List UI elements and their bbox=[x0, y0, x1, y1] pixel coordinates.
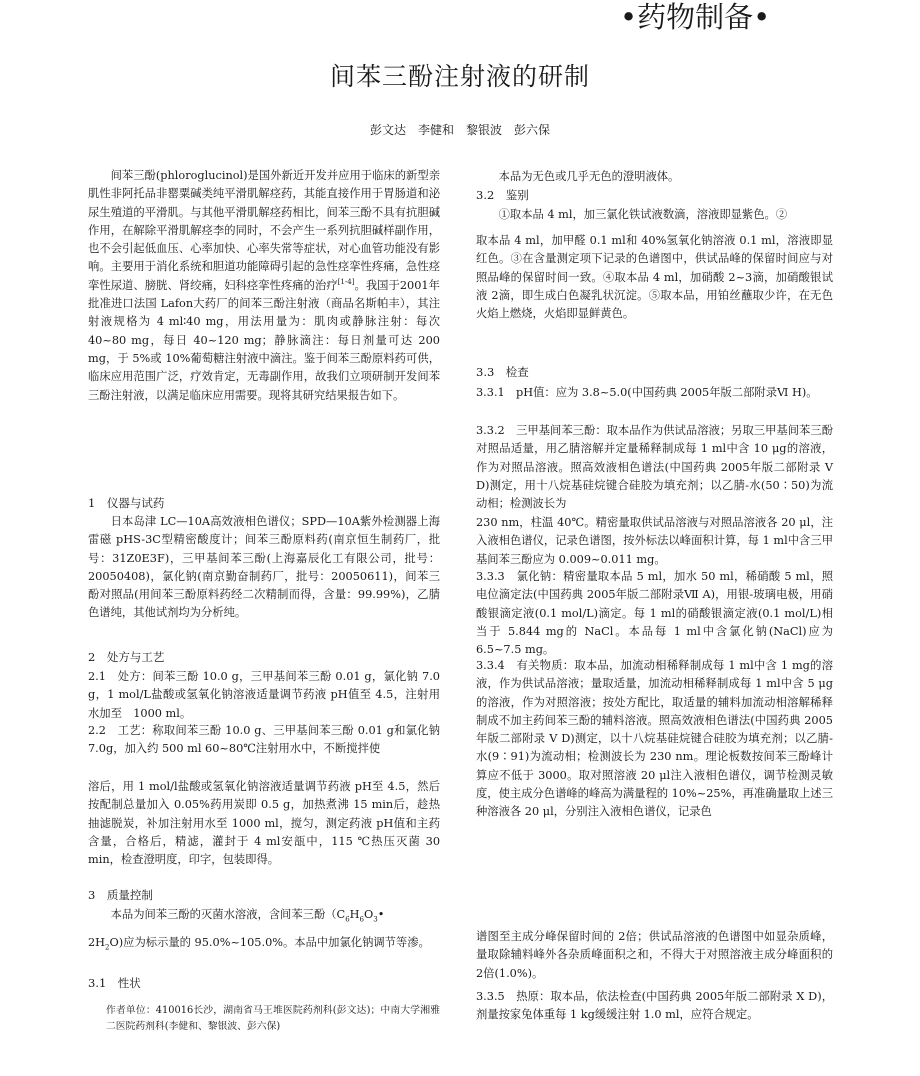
section-3-3-3: 3.3.3 氯化钠：精密量取本品 5 ml，加水 50 ml，稀硝酸 5 ml，照电位滴定法(中国药典 2005年版二部附录Ⅶ A)，用银-玻璃电极，用硝酸银滴定液(0.1 mol/L)滴定。每 1 ml的硝酸银滴定液(0.1 mol/L)相当于 5.844 mg的 NaCl。本品每 1 ml中含氯化钠(NaCl)应为 6.5~7.5 mg。 bbox=[476, 570, 833, 657]
page-title: 间苯三酚注射液的研制 bbox=[329, 62, 590, 91]
section-3-2-text: ①取本品 4 ml，加三氯化铁试液数滴，溶液即显紫色。② bbox=[498, 208, 788, 221]
section-3-text-cont: $2H_2O$)应为标示量的 95.0%~105.0%。本品中加氯化钠调节等渗。 bbox=[88, 936, 430, 952]
section-3-3-4: 3.3.4 有关物质：取本品，加流动相稀释制成每 1 ml中含 1 mg的溶液，作为供试品溶液；量取适量，加流动相稀释制成每 1 ml中含 5 μg的溶液，作为对照溶液；按处方配比，取适量的辅料加流动相溶解稀释制成不加主药间苯三酚的辅料溶液。照高效液相色谱法(中国药典 2005年版二部附录 V D)测定，以十八烷基硅烷键合硅胶为填充剂；以乙腈-水(9∶91)为流动相；检测波长为 230 nm。理论板数按间苯三酚峰计算应不低于 3000。取对照溶液 20 μl注入液相色谱仪，调节检测灵敏度，使主成分色谱峰的峰高为满量程的 10%~25%，再准确量取上述三种溶液各 20 μl，分别注入液相色谱仪，记录色 bbox=[476, 659, 833, 819]
section-3-3-5: 3.3.5 热原：取本品，依法检查(中国药典 2005年版二部附录 X D)，剂量按家兔体重每 1 kg缓缓注射 1.0 ml，应符合规定。 bbox=[476, 990, 833, 1022]
intro-paragraph: 间苯三酚(phloroglucinol)是国外新近开发并应用于临床的新型亲肌性非阿托品非罂粟碱类纯平滑肌解痉药，其能直接作用于胃肠道和泌尿生殖道的平滑肌。与其他平滑肌解痉药相比，间苯三酚不具有抗胆碱作用，在解除平滑肌解痉李的同时，不会产生一系列抗胆碱样副作用，也不会引起低血压、心率加快、心率失常等症状，对心血管功能没有影响。主要用于消化系统和胆道功能障碍引起的急性痉挛性疼痛，急性痉挛性尿道、膀胱、肾绞痛，妇科痉挛性疼痛的治疗[1-4]。我国于2001年批准进口法国 Lafon大药厂的间苯三酚注射液（商品名斯帕丰），其注射液规格为 4 ml∶40 mg，用法用量为：肌肉或静脉注射：每次 40~80 mg，每日 40~120 mg；静脉滴注：每日剂量可达 200 mg，于 5%或 10%葡萄糖注射液中滴注。鉴于间苯三酚原料药可供，临床应用范围广泛，疗效肯定，无毒副作用，故我们立项研制开发间苯三酚注射液，以满足临床应用需要。现将其研究结果报告如下。 bbox=[88, 169, 440, 402]
authors: 彭文达 李健和 黎银波 彭六保 bbox=[369, 123, 550, 137]
section-label: •药物制备• bbox=[620, 0, 771, 34]
section-1-heading: 1 仪器与试药 bbox=[88, 496, 165, 510]
section-2-1: 2.1 处方：间苯三酚 10.0 g，三甲基间苯三酚 0.01 g，氯化钠 7.0 g，1 mol/L盐酸或氢氧化钠溶液适量调节药液 pH值至 4.5，注射用水加至 1000 ml。 bbox=[88, 670, 440, 720]
section-3-3-1: 3.3.1 pH值：应为 3.8~5.0(中国药典 2005年版二部附录Ⅵ H)。 bbox=[476, 386, 818, 399]
section-2-2-cont: 溶后，用 1 mol/l盐酸或氢氧化钠溶液适量调节药液 pH至 4.5，然后按配制总量加入 0.05%药用炭即 0.5 g，加热煮沸 15 min后，趁热抽滤脱炭，补加注射用水至 1000 ml，搅匀，测定药液 pH值和主药含量，合格后，精滤，灌封于 4 ml安瓿中，115 ℃热压灭菌 30 min，检查澄明度，印字，包装即得。 bbox=[88, 780, 440, 867]
section-3-3-2-cont: 230 nm，柱温 40℃。精密量取供试品溶液与对照品溶液各 20 μl，注入液相色谱仪，记录色谱图，按外标法以峰面积计算，每 1 ml中含三甲基间苯三酚应为 0.009~0.011 mg。 bbox=[476, 516, 833, 566]
section-3-3-4-cont: 谱图至主成分峰保留时间的 2倍；供试品溶液的色谱图中如显杂质峰，量取除辅料峰外各杂质峰面积之和，不得大于对照溶液主成分峰面积的 2倍(1.0%)。 bbox=[476, 930, 833, 980]
section-3-3-heading: 3.3 检查 bbox=[476, 365, 529, 379]
section-2-heading: 2 处方与工艺 bbox=[88, 650, 165, 664]
section-3-heading: 3 质量控制 bbox=[88, 888, 153, 902]
section-1-text: 日本岛津 LC—10A高效液相色谱仪；SPD—10A紫外检测器上海雷磁 pHS-3C型精密酸度计；间苯三酚原料药(南京恒生制药厂，批号：31Z0E3F)，三甲基间苯三酚(上海嘉辰化工有限公司，批号：20050408)，氯化钠(南京勤奋制药厂，批号：20050611)，间苯三酚对照品(用间苯三酚原料药经二次精制而得，含量：99.99%)，乙腈色谱纯，其他试剂均为分析纯。 bbox=[88, 515, 440, 620]
section-3-2-heading: 3.2 鉴别 bbox=[476, 188, 529, 202]
section-2-2: 2.2 工艺：称取间苯三酚 10.0 g、三甲基间苯三酚 0.01 g和氯化钠 7.0g，加入约 500 ml 60~80℃注射用水中，不断搅拌使 bbox=[88, 724, 440, 756]
author-affiliation-footnote: 作者单位：410016长沙，湖南省马王堆医院药剂科(彭文达)；中南大学湘雅二医院药剂科(李健和、黎银波、彭六保) bbox=[106, 1005, 440, 1032]
section-3-2-text-cont: 取本品 4 ml，加甲醛 0.1 ml和 40%氢氧化钠溶液 0.1 ml，溶液即显红色。③在含量测定项下记录的色谱图中，供试品峰的保留时间应与对照品峰的保留时间一致。④取本品 4 ml，加硝酸 2~3滴，加硝酸银试液 2滴，即生成白色凝乳状沉淀。⑤取本品，用铂丝蘸取少许，在无色火焰上燃烧，火焰即显鲜黄色。 bbox=[476, 234, 833, 321]
citation-ref: [1-4] bbox=[337, 278, 355, 287]
section-3-text: 本品为间苯三酚的灭菌水溶液，含间苯三酚（$C_6H_6O_3•$ bbox=[110, 908, 385, 924]
section-3-3-2: 3.3.2 三甲基间苯三酚：取本品作为供试品溶液；另取三甲基间苯三酚对照品适量，用乙腈溶解并定量稀释制成每 1 ml中含 10 μg的溶液，作为对照品溶液。照高效液相色谱法(中国药典 2005年版二部附录 V D)测定，用十八烷基硅烷键合硅胶为填充剂；以乙腈-水(50∶50)为流动相；检测波长为 bbox=[476, 424, 833, 511]
section-3-1-heading: 3.1 性状 bbox=[88, 976, 141, 990]
section-3-1-text: 本品为无色或几乎无色的澄明液体。 bbox=[498, 170, 680, 183]
